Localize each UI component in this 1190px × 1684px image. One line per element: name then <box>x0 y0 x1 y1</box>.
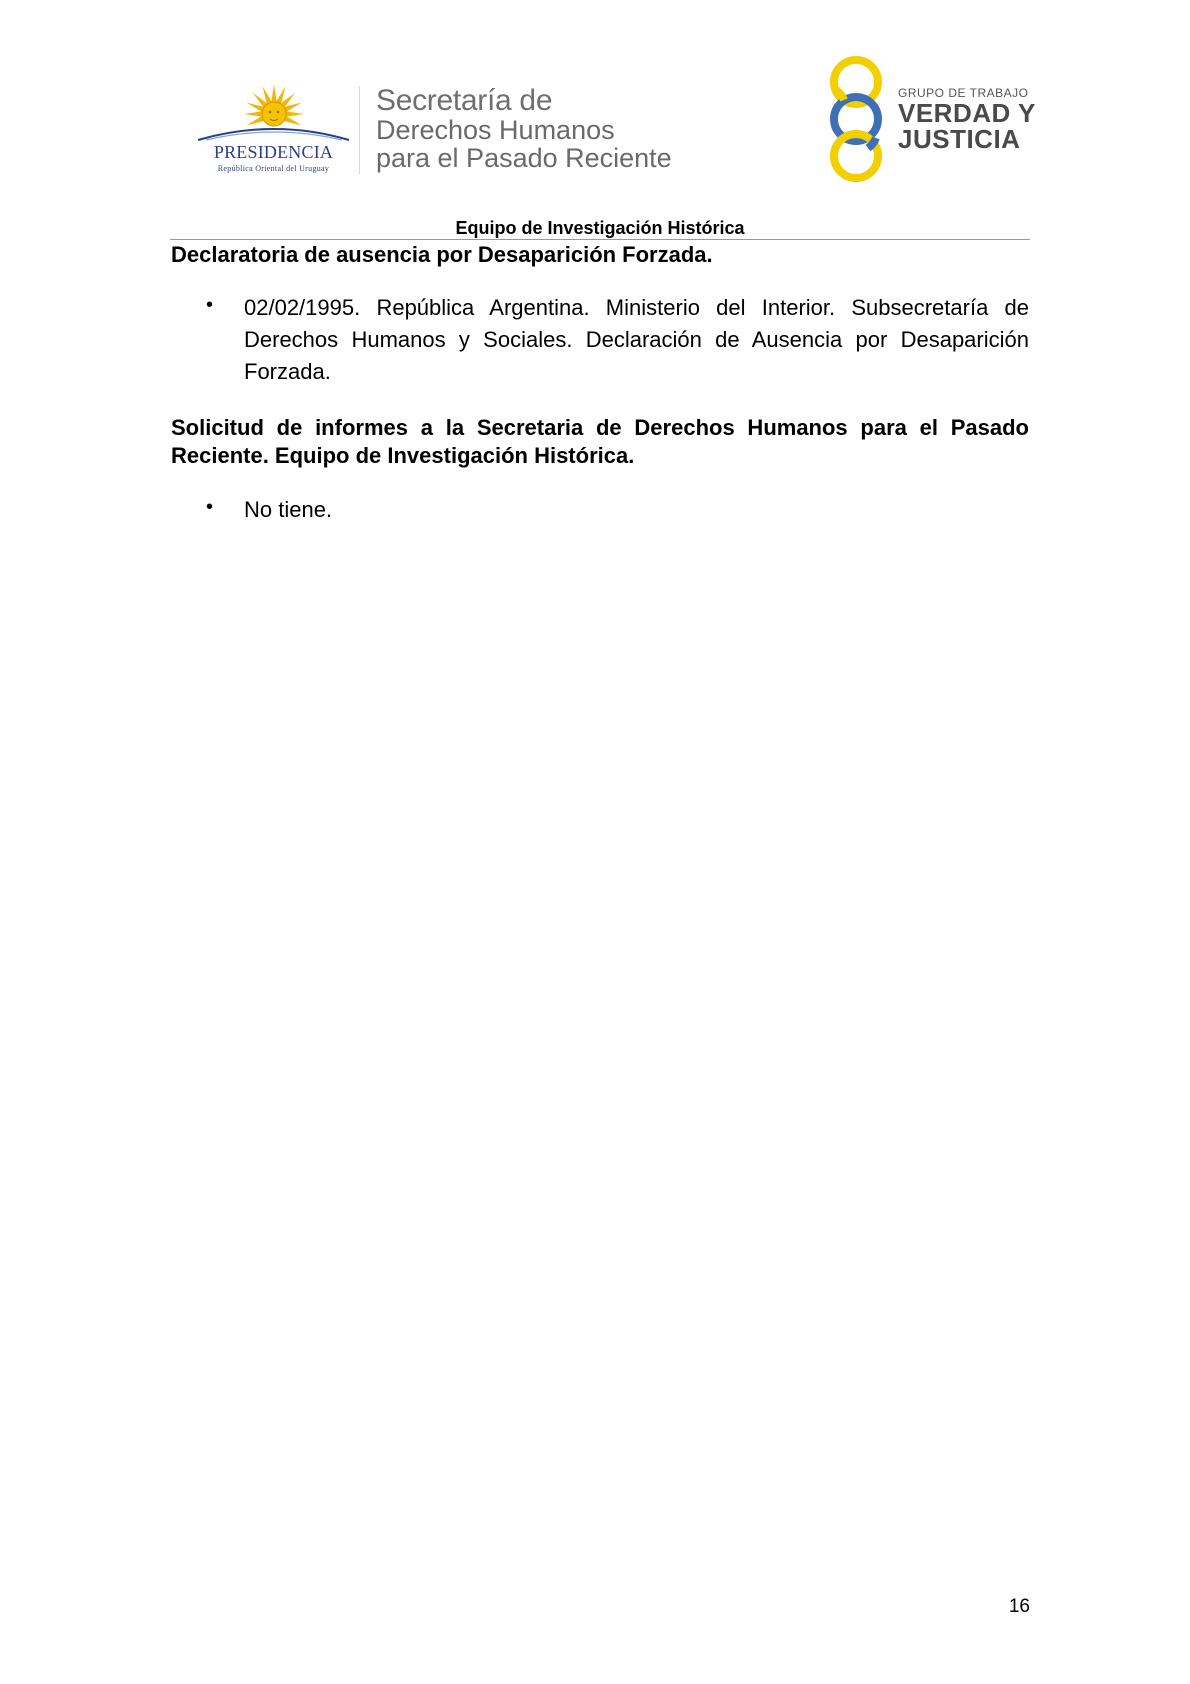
section-title: Solicitud de informes a la Secretaria de Derechos Humanos para el Pasado Reciente. Equipo de Investigación Histórica. <box>171 415 1029 468</box>
secretaria-line-1: Secretaría de <box>376 84 553 117</box>
section-title: Declaratoria de ausencia por Desaparición Forzada. <box>171 242 713 267</box>
presidencia-name: PRESIDENCIA <box>213 142 334 162</box>
list-item: No tiene. <box>244 497 333 522</box>
list-item: 02/02/1995. República Argentina. Ministerio del Interior. Subsecretaría de Derechos Humanos y Sociales. Declaración de Ausencia por Desaparición Forzada. <box>244 295 1029 384</box>
vyj-title-line-2: JUSTICIA <box>898 124 1021 154</box>
vyj-small-label: GRUPO DE TRABAJO <box>898 86 1029 100</box>
bullet-icon: • <box>206 294 214 316</box>
logo-divider <box>359 86 360 174</box>
running-header: Equipo de Investigación Histórica <box>455 218 745 238</box>
secretaria-logo <box>376 86 672 172</box>
sun-of-may-icon <box>196 82 351 142</box>
page-number: 16 <box>1008 1596 1030 1617</box>
secretaria-line-2: Derechos Humanos <box>376 115 615 145</box>
header-rule <box>170 239 1030 240</box>
secretaria-line-3: para el Pasado Reciente <box>376 143 672 173</box>
presidencia-logo <box>196 82 351 177</box>
presidencia-subtitle: República Oriental del Uruguay <box>217 164 330 173</box>
vyj-title <box>898 100 1036 152</box>
interlocked-rings-icon <box>822 56 894 182</box>
verdad-justicia-logo <box>822 56 1036 182</box>
vyj-title-line-1: VERDAD Y <box>898 98 1036 128</box>
bullet-icon: • <box>206 496 214 518</box>
